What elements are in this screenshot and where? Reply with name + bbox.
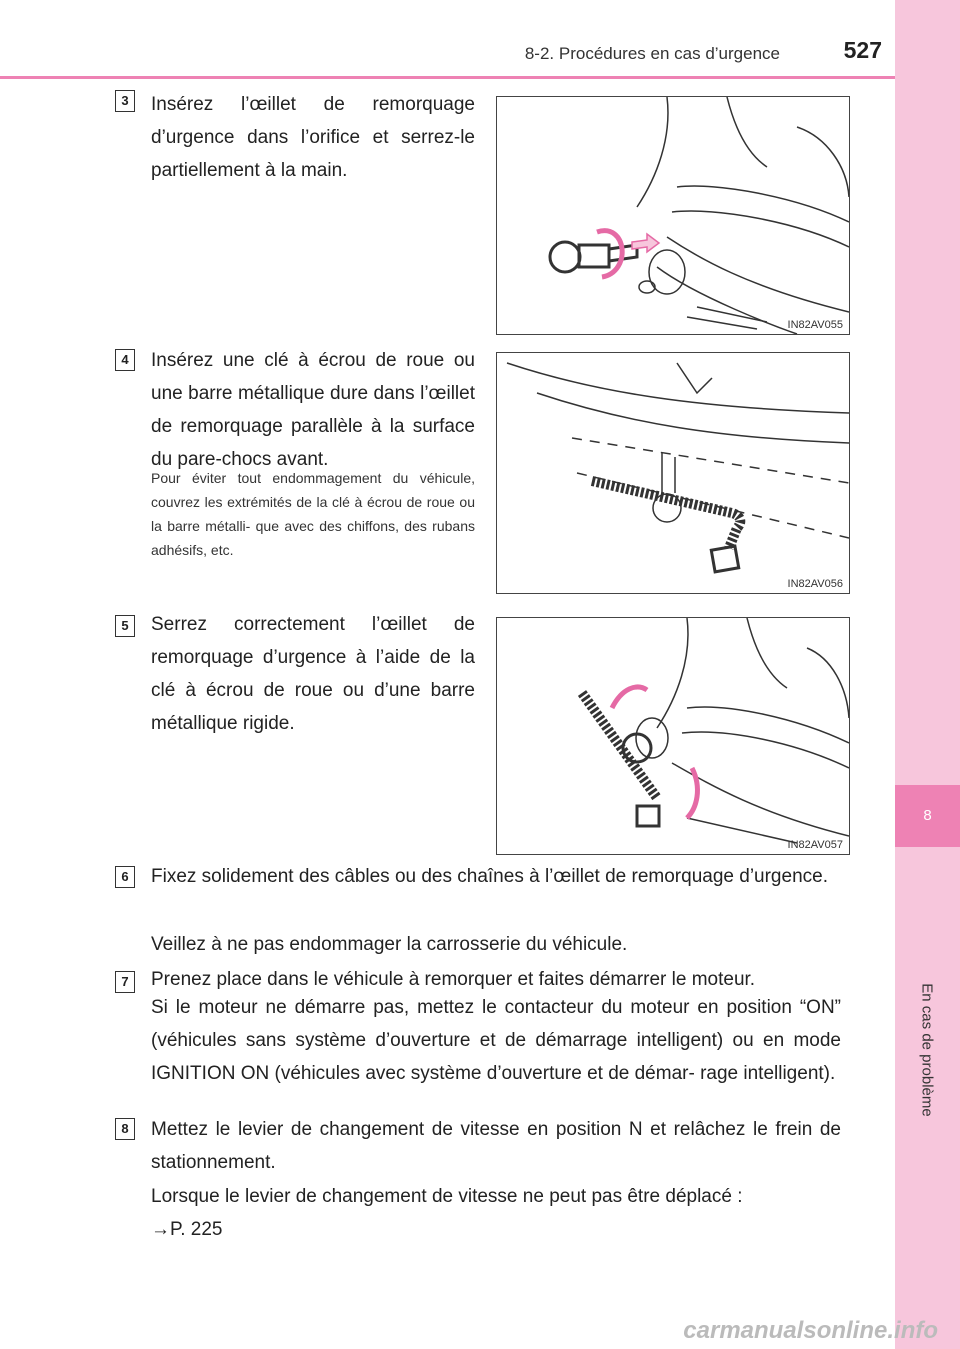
step-number: 4 — [115, 349, 135, 371]
section-title: 8-2. Procédures en cas d’urgence — [524, 44, 780, 63]
figure-insert-eyelet — [496, 96, 850, 335]
figure-code: IN82AV055 — [787, 319, 843, 331]
step-text: Serrez correctement l’œillet de remorquage d’urgence à l’aide de la clé à écrou de roue ou d’une barre métallique rigide. — [151, 614, 475, 734]
figure-code: IN82AV057 — [787, 839, 843, 851]
step-text: Insérez une clé à écrou de roue ou une barre métallique dure dans l’œillet de remorquage parallèle à la surface du pare-chocs avant. — [151, 350, 475, 470]
watermark[interactable]: carmanualsonline.info — [683, 1317, 938, 1344]
page-number: 527 — [843, 37, 882, 63]
figure-insert-bar — [496, 352, 850, 594]
step-number: 7 — [115, 971, 135, 993]
step-number: 8 — [115, 1118, 135, 1140]
step-text: Insérez l’œillet de remorquage d’urgence dans l’orifice et serrez-le partiellement à la main. — [151, 94, 475, 181]
step-number: 5 — [115, 615, 135, 637]
step-number: 3 — [115, 90, 135, 112]
step-note: Pour éviter tout endommagement du véhicule, couvrez les extrémités de la clé à écrou de roue ou la barre métalli- que avec des chiffons, des rubans adhésifs, etc. — [151, 470, 475, 558]
step-detail: Veillez à ne pas endommager la carrosserie du véhicule. — [151, 934, 628, 955]
page-reference-link[interactable]: →P. 225 — [151, 1219, 223, 1240]
step-detail: Lorsque le levier de changement de vitesse ne peut pas être déplacé : — [151, 1186, 743, 1207]
step-detail: Si le moteur ne démarre pas, mettez le contacteur du moteur en position “ON” (véhicules sans système d’ouverture et de démarrage intelligent) ou en mode IGNITION ON (véhicules avec système d’ouverture et de démar- rage intelligent). — [151, 997, 841, 1084]
figure-code: IN82AV056 — [787, 578, 843, 590]
step-text: Prenez place dans le véhicule à remorquer et faites démarrer le moteur. — [151, 969, 756, 990]
step-number: 6 — [115, 866, 135, 888]
step-text: Mettez le levier de changement de vitesse en position N et relâchez le frein de stationnement. — [151, 1119, 841, 1173]
chapter-label: En cas de problème — [918, 983, 936, 1117]
step-text: Fixez solidement des câbles ou des chaînes à l’œillet de remorquage d’urgence. — [151, 866, 828, 887]
figure-tighten-eyelet — [496, 617, 850, 855]
chapter-sidebar — [895, 0, 960, 1349]
chapter-tab[interactable]: 8 — [895, 785, 960, 847]
header-rule — [0, 76, 895, 79]
